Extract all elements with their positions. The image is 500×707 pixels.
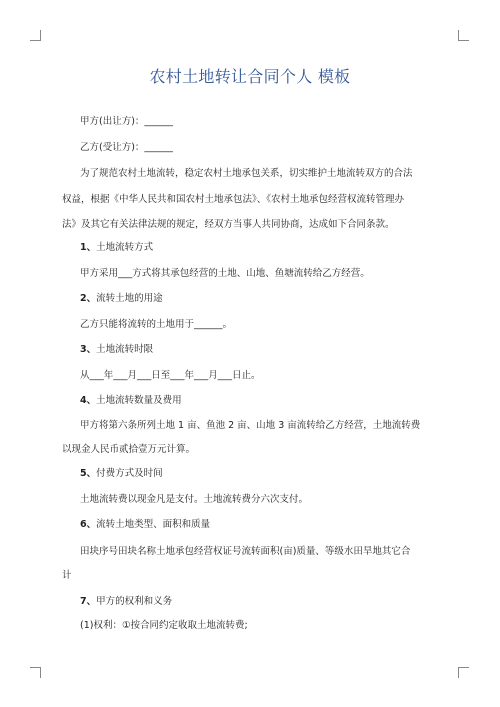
- section-heading-2: [80, 287, 444, 311]
- section-heading-5: [80, 462, 444, 486]
- section-number: 4、: [80, 395, 97, 406]
- section-6-body-line-2: 计: [62, 570, 72, 581]
- section-heading-3: [80, 338, 444, 362]
- section-label: 土地流转时限: [96, 344, 154, 355]
- section-heading-6: [80, 513, 444, 537]
- crop-mark-bottom-left: [30, 667, 41, 678]
- preamble-line-2: 权益，根据《中华人民共和国农村土地承包法》、《农村土地承包经营权流转管理办: [62, 194, 405, 205]
- section-number: 1、: [80, 242, 97, 253]
- section-number: 7、: [80, 596, 97, 607]
- section-label: 土地流转数量及费用: [96, 395, 182, 406]
- preamble-line-3: 法》及其它有关法律法规的规定，经双方当事人共同协商，达成如下合同条款。: [62, 219, 395, 230]
- section-2-body: 乙方只能将流转的土地用于______。: [80, 319, 233, 330]
- section-number: 3、: [80, 344, 97, 355]
- section-6-body-line-1: 田块序号田块名称土地承包经营权证号流转面积(亩)质量、等级水田旱地其它合: [80, 546, 411, 557]
- crop-mark-bottom-right: [458, 667, 469, 678]
- section-1-body: 甲方采用___方式将其承包经营的土地、山地、鱼塘流转给乙方经营。: [80, 268, 370, 279]
- section-3-body: 从___年___月___日至___年___月___日止。: [80, 370, 261, 381]
- crop-mark-top-right: [458, 30, 469, 41]
- section-label: 甲方的权利和义务: [96, 596, 173, 607]
- document-title: 农村土地转让合同个人 模板: [149, 67, 351, 86]
- section-number: 6、: [80, 519, 97, 530]
- party-a-line: 甲方(出让方)：______: [80, 116, 173, 127]
- section-7-body: (1)权利：①按合同约定收取土地流转费;: [80, 620, 248, 631]
- section-label: 流转土地类型、面积和质量: [96, 519, 211, 530]
- section-heading-7: [80, 590, 444, 614]
- section-number: 5、: [80, 468, 97, 479]
- section-label: 土地流转方式: [96, 242, 154, 253]
- section-5-body: 土地流转费以现金凡是支付。土地流转费分六次支付。: [80, 494, 309, 505]
- section-4-body-line-1: 甲方将第六条所列土地 1 亩、鱼池 2 亩、山地 3 亩流转给乙方经营，土地流转费: [80, 420, 421, 431]
- section-number: 2、: [80, 293, 97, 304]
- preamble-line-1: 为了规范农村土地流转，稳定农村土地承包关系，切实维护土地流转双方的合法: [80, 168, 413, 179]
- section-heading-1: [80, 236, 444, 260]
- section-label: 付费方式及时间: [96, 468, 163, 479]
- section-heading-4: [80, 389, 444, 413]
- crop-mark-top-left: [30, 30, 41, 41]
- party-b-line: 乙方(受让方)：______: [80, 142, 173, 153]
- section-4-body-line-2: 以现金人民币贰拾壹万元计算。: [62, 444, 196, 455]
- section-label: 流转土地的用途: [96, 293, 163, 304]
